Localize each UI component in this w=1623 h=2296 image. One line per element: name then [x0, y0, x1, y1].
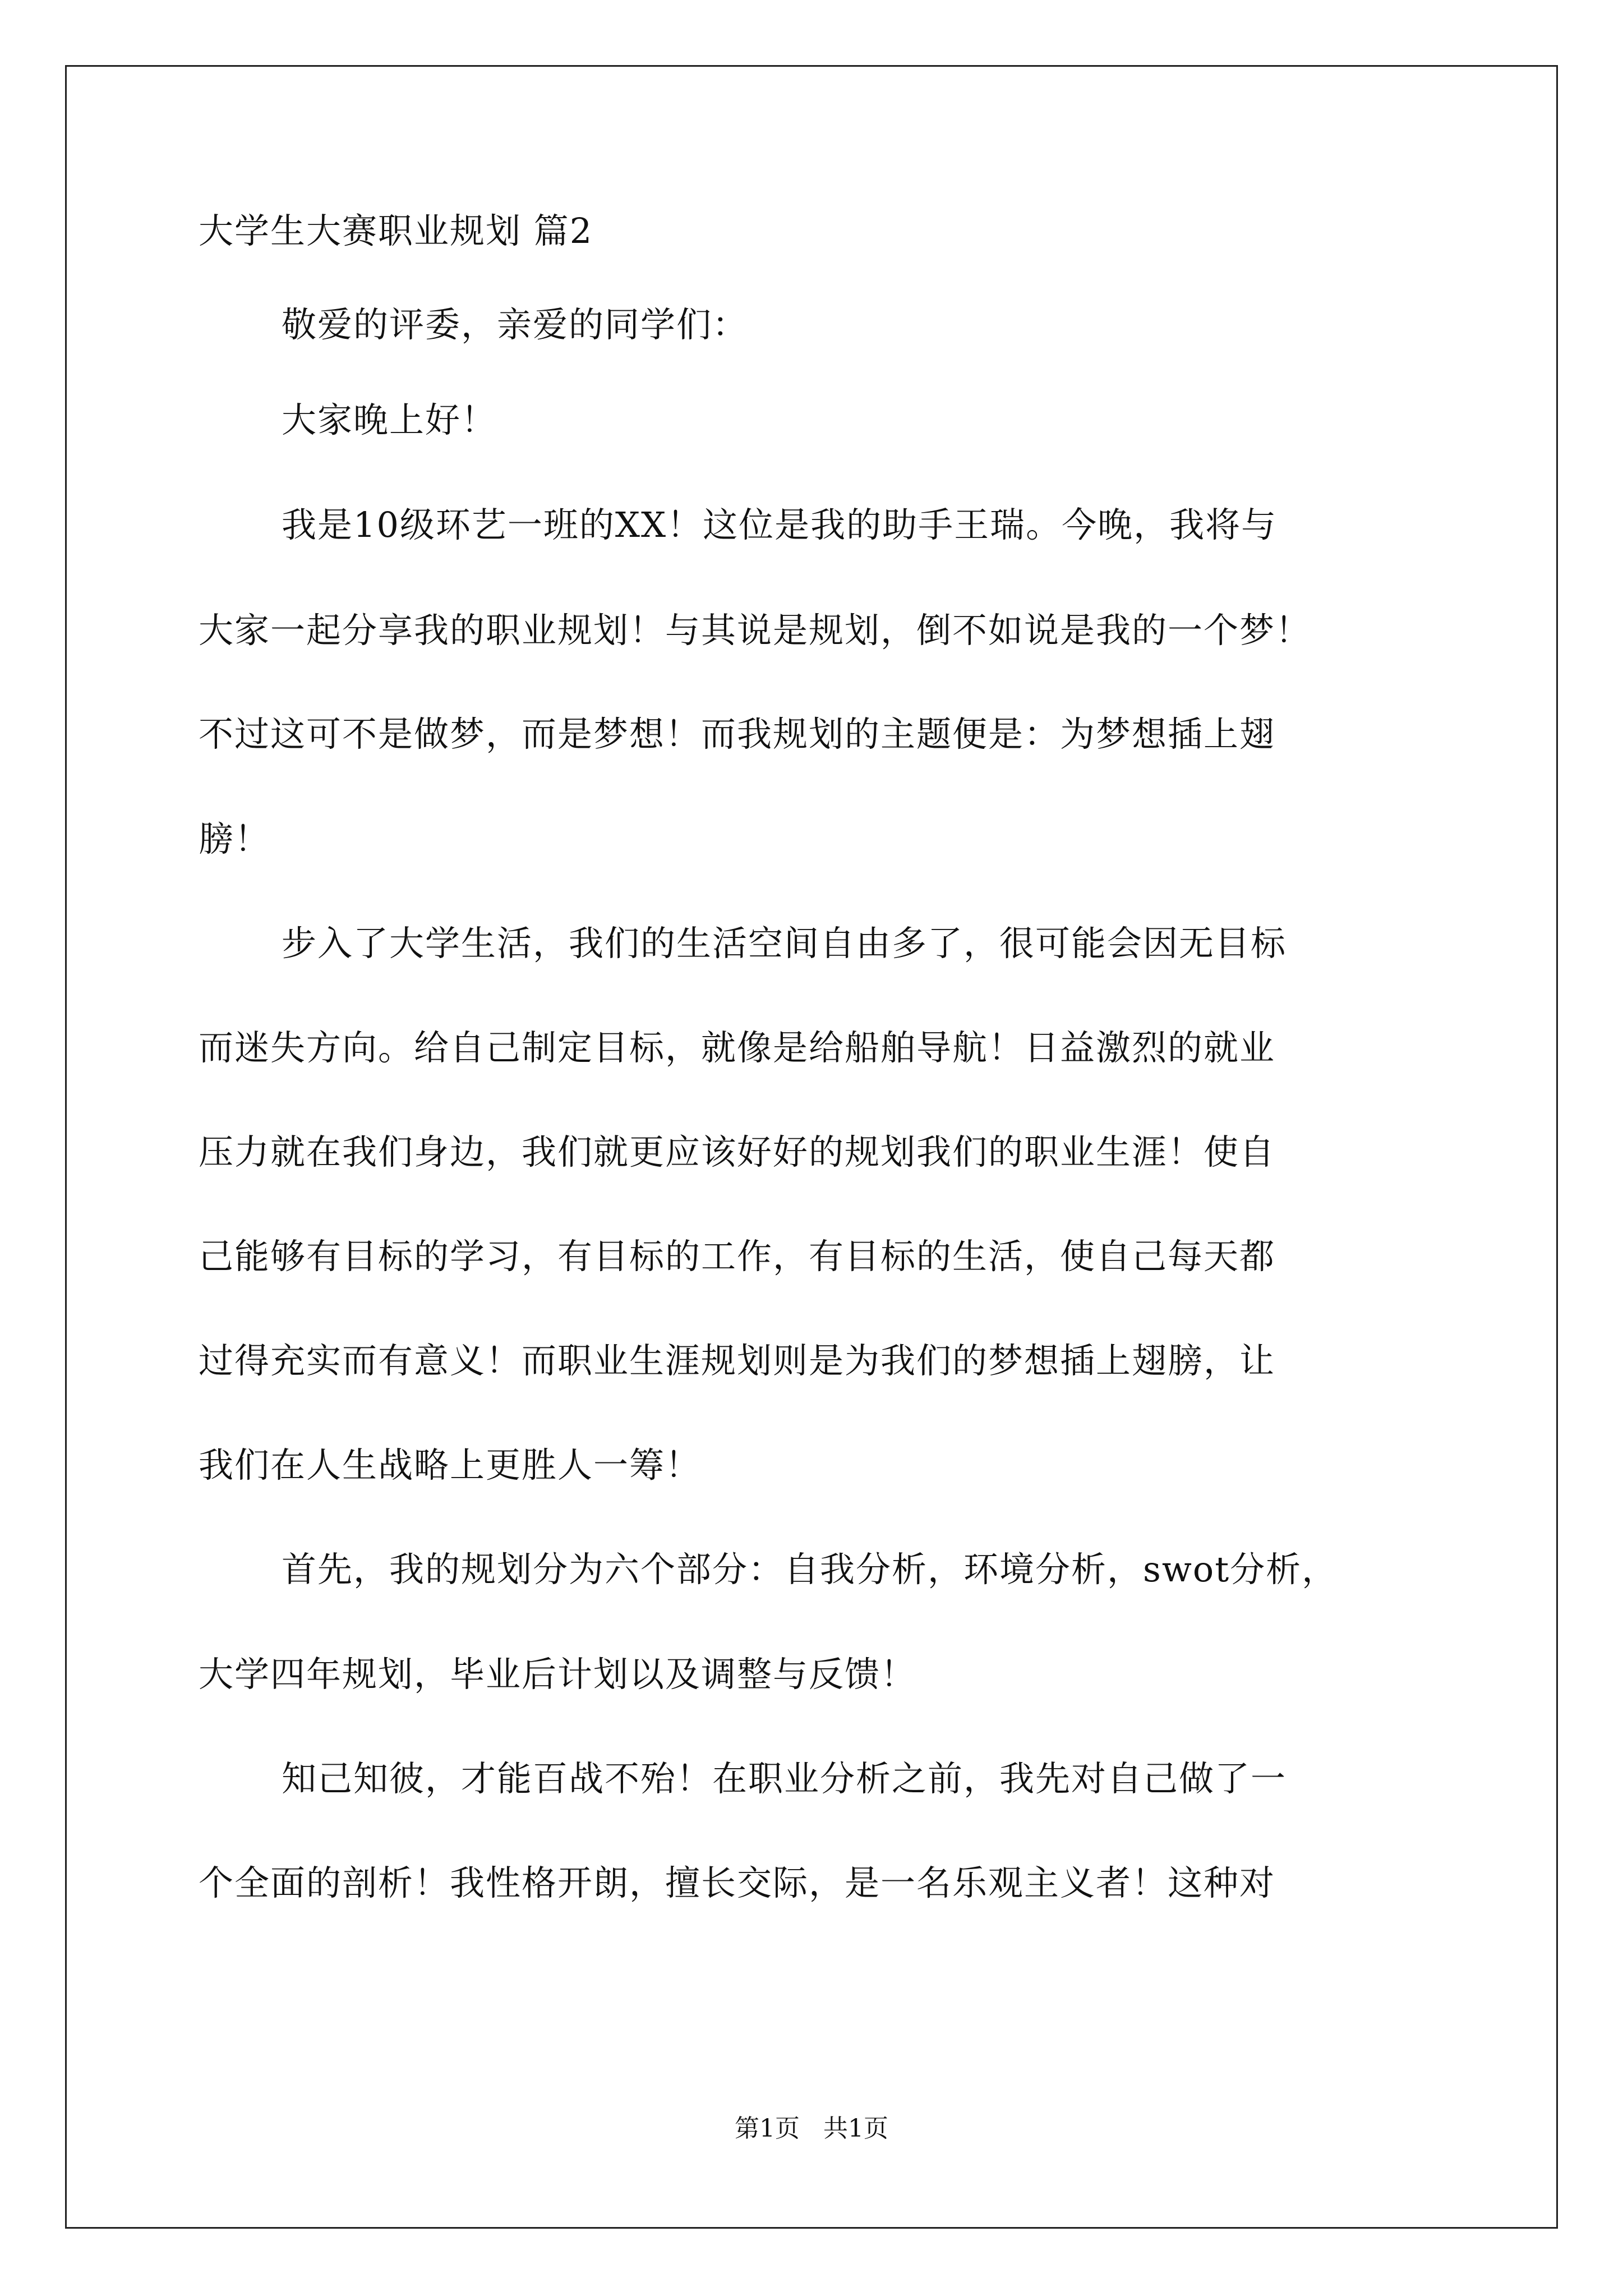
- text-line: 个全面的剖析！我性格开朗，擅长交际，是一名乐观主义者！这种对: [199, 1862, 1276, 1903]
- text-line: 大学四年规划，毕业后计划以及调整与反馈！: [199, 1654, 917, 1695]
- page-number-footer: 第1页 共1页: [735, 2114, 888, 2143]
- text-line: 压力就在我们身边，我们就更应该好好的规划我们的职业生涯！使自: [199, 1131, 1276, 1172]
- text-line: 大家一起分享我的职业规划！与其说是规划，倒不如说是我的一个梦！: [199, 610, 1312, 651]
- text-line: 我们在人生战略上更胜人一筹！: [199, 1444, 702, 1485]
- text-line: 不过这可不是做梦，而是梦想！而我规划的主题便是：为梦想插上翅: [199, 714, 1276, 754]
- text-line: 知己知彼，才能百战不殆！在职业分析之前，我先对自己做了一: [282, 1758, 1287, 1799]
- text-line: 大家晚上好！: [282, 399, 497, 440]
- text-line: 首先，我的规划分为六个部分：自我分析，环境分析，swot分析，: [282, 1549, 1338, 1590]
- text-line: 步入了大学生活，我们的生活空间自由多了，很可能会因无目标: [282, 923, 1287, 964]
- text-line: 膀！: [199, 818, 271, 859]
- text-line: 敬爱的评委，亲爱的同学们：: [282, 304, 749, 345]
- text-line: 己能够有目标的学习，有目标的工作，有目标的生活，使自己每天都: [199, 1236, 1276, 1277]
- text-line: 而迷失方向。给自己制定目标，就像是给船舶导航！日益激烈的就业: [199, 1027, 1276, 1068]
- text-line: 过得充实而有意义！而职业生涯规划则是为我们的梦想插上翅膀，让: [199, 1340, 1276, 1381]
- document-title: 大学生大赛职业规划 篇2: [199, 210, 593, 251]
- text-line: 我是10级环艺一班的XX！这位是我的助手王瑞。今晚，我将与: [282, 504, 1278, 545]
